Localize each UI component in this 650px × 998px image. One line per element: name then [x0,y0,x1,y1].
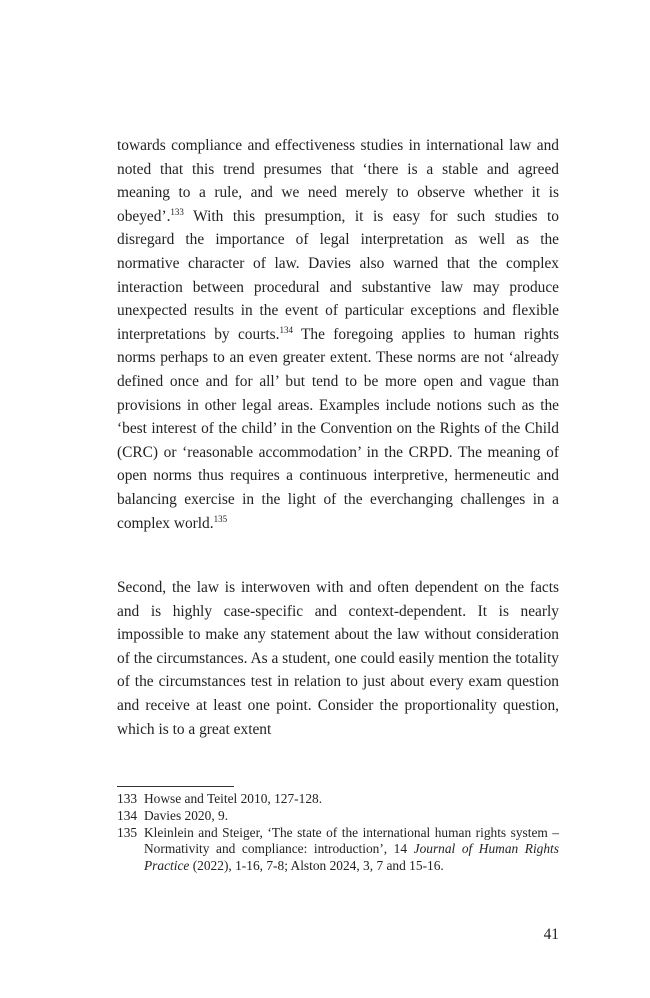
page-number: 41 [543,926,559,943]
footnote-text [144,791,559,808]
footnote-number: 134 [117,807,138,823]
footnote-number: 135 [117,824,138,840]
journal-title: Journal of Human Rights Practice [144,841,559,874]
footnote-ref-135[interactable]: 135 [213,513,228,524]
footnotes [117,791,559,875]
footnote-135 [117,825,559,875]
footnote-133 [117,791,559,808]
text-segment: Howse and Teitel 2010, 127-128. [144,791,323,806]
text-segment: Second, the law is interwoven with and often dependent on the facts and is highly case-specific and context-dependent. It is nearly impossible to make any statement about the law without consideration of the circumstances. As a student, one could easily mention the totality of the circumstances test in relation to just about every exam question and receive at least one point. Consider the proportionality question, which is to a great extent [117,579,559,738]
footnote-separator [117,786,234,787]
footnote-ref-133[interactable]: 133 [170,206,184,217]
text-segment: The foregoing applies to human rights norms perhaps to an even greater extent. These norms are not ‘already defined once and for all’ but tend to be more open and vague than provisions in other legal areas. Examples include notions such as the ‘best interest of the child’ in the Convention on the Rights of the Child (CRC) or ‘reasonable accommodation’ in the CRPD. The meaning of open norms thus requires a continuous interpretive, hermeneutic and balancing exercise in the light of the everchanging challenges in a complex world. [117,325,559,532]
text-segment: Kleinlein and Steiger, ‘The state of the international human rights system – Normativity and compliance: introduction’, 14 [144,824,559,857]
body-paragraph-2 [117,576,559,741]
text-segment: (2022), 1-16, 7-8; Alston 2024, 3, 7 and 15-16. [189,858,444,874]
footnote-text [144,808,559,825]
text-segment: towards compliance and effectiveness studies in international law and noted that this trend presumes that ‘there is a stable and agreed meaning to a rule, and we need merely to observe whether it is obeyed’. [117,137,559,225]
footnote-ref-134[interactable]: 134 [279,324,293,335]
body-paragraph-1 [117,134,559,535]
text-segment: Davies 2020, 9. [144,807,229,823]
footnote-number: 133 [117,791,138,806]
footnote-text [144,825,559,875]
footnote-134 [117,808,559,825]
paragraph-text [117,134,559,535]
text-segment: With this presumption, it is easy for such studies to disregard the importance of legal interpretation as well as the normative character of law. Davies also warned that the complex interaction between procedural and substantive law may produce unexpected results in the event of particular exceptions and flexible interpretations by courts. [117,207,559,343]
paragraph-text [117,576,559,741]
